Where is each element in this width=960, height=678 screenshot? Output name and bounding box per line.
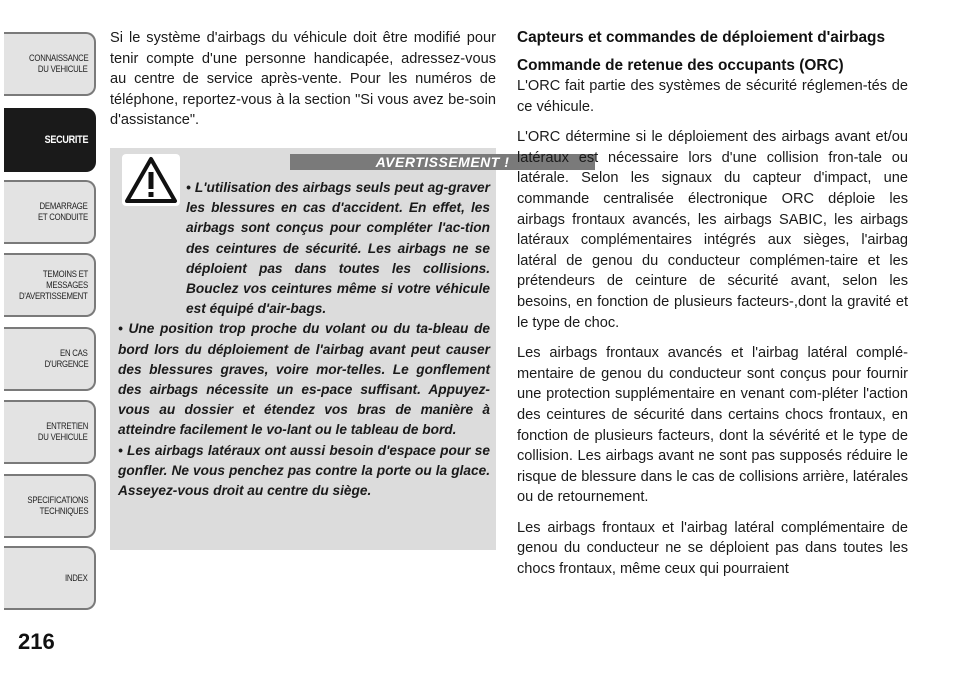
tab-label-line: DU VEHICULE bbox=[38, 432, 88, 443]
subsection-heading: Commande de retenue des occupants (ORC) bbox=[517, 57, 844, 74]
tab-label-line: D'URGENCE bbox=[44, 359, 88, 370]
tab-label-line: TEMOINS ET bbox=[42, 268, 88, 280]
tab-securite[interactable] bbox=[4, 108, 96, 172]
tab-entretien-du-vehicule[interactable] bbox=[4, 400, 96, 464]
page-number: 216 bbox=[18, 629, 55, 654]
warning-item: • Les airbags latéraux ont aussi besoin d'espace pour se gonfler. Ne vous penchez pas contre la porte ou la glace. Asseyez-vous droit au centre du siège. bbox=[118, 442, 490, 499]
intro-paragraph: Si le système d'airbags du véhicule doit être modifié pour tenir compte d'une personne handicapée, adressez-vous au centre de service après-vente. Pour les numéros de téléphone, reportez-vous à la section "Si vous avez be-soin d'assistance". bbox=[110, 30, 496, 129]
tab-label-line: SPECIFICATIONS bbox=[27, 495, 88, 506]
left-column bbox=[110, 28, 496, 141]
tab-en-cas-d-urgence[interactable] bbox=[4, 327, 96, 391]
tab-temoins-et-messages[interactable] bbox=[4, 253, 96, 317]
body-paragraph: Les airbags frontaux avancés et l'airbag latéral complé-mentaire de genou du conducteur sont conçus pour fournir une protection supplémentaire en venant com-pléter l'action des ceintures de sécurité dans certains chocs frontaux, en fonction de plusieurs facteurs, dont la sévérité et le type de collision. Les airbags avant ne sont pas supposés réduire le risque de blessure dans le cas de collisions arrière, latérales ou de retournement. bbox=[517, 345, 908, 506]
section-tabs bbox=[0, 0, 100, 678]
tab-label-line: CONNAISSANCE bbox=[28, 53, 88, 64]
warning-text bbox=[118, 178, 490, 501]
tab-label-line: D'AVERTISSEMENT bbox=[19, 290, 88, 302]
warning-item: • Une position trop proche du volant ou du ta-bleau de bord lors du déploiement de l'airbag avant peut causer des blessures graves, voire mor-telles. Le gonflement des airbags nécessite un es-pace suffisant. Appuyez-vous au dossier et étendez vos bras de manière à atteindre facilement le vo-lant ou le tableau de bord. bbox=[118, 321, 490, 438]
tab-label-line: TECHNIQUES bbox=[39, 506, 88, 517]
warning-title: AVERTISSEMENT ! bbox=[290, 154, 595, 170]
tab-specifications-techniques[interactable] bbox=[4, 474, 96, 538]
body-paragraph: L'ORC détermine si le déploiement des airbags avant et/ou latéraux est nécessaire lors d'une collision fron-tale ou latérale. Selon les signaux du capteur d'impact, une commande centralisée électronique ORC déploie les airbags frontaux avancés, les airbags SABIC, les airbags latéraux complémentaires intégrés aux sièges, l'airbag latéral de genou du conducteur complémen-taire et les prétendeurs de ceinture de sécurité avant, selon les besoins, en fonction de plusieurs facteurs-,dont la gravité et le type de choc. bbox=[517, 129, 908, 331]
section-heading: Capteurs et commandes de déploiement d'airbags bbox=[517, 29, 886, 46]
tab-label-line: MESSAGES bbox=[46, 279, 88, 291]
right-column bbox=[517, 28, 908, 590]
warning-box bbox=[110, 148, 510, 550]
tab-index[interactable] bbox=[4, 546, 96, 610]
tab-demarrage-et-conduite[interactable] bbox=[4, 180, 96, 244]
tab-label-line: SECURITE bbox=[44, 133, 88, 146]
warning-item: • L'utilisation des airbags seuls peut ag-graver les blessures en cas d'accident. En effet, les airbags sont conçus pour compléter l'ac-tion des ceintures de sécurité. Les airbags ne se déploient pas dans toutes les collisions. Bouclez vos ceintures même si votre véhicule est équipé d'air-bags. bbox=[186, 180, 490, 317]
tab-label-line: DU VEHICULE bbox=[38, 64, 88, 75]
tab-label-line: DEMARRAGE bbox=[40, 201, 88, 212]
tab-label-line: ENTRETIEN bbox=[46, 421, 88, 432]
tab-connaissance-du-vehicule[interactable] bbox=[4, 32, 96, 96]
body-paragraph: L'ORC fait partie des systèmes de sécurité réglemen-tés de ce véhicule. bbox=[517, 78, 908, 115]
body-paragraph: Les airbags frontaux et l'airbag latéral complémentaire de genou du conducteur ne se déploient pas dans toutes les chocs frontaux, même ceux qui pourraient bbox=[517, 519, 908, 578]
tab-label-line: ET CONDUITE bbox=[38, 212, 88, 223]
tab-label-line: EN CAS bbox=[60, 348, 88, 359]
tab-label-line: INDEX bbox=[65, 572, 88, 584]
